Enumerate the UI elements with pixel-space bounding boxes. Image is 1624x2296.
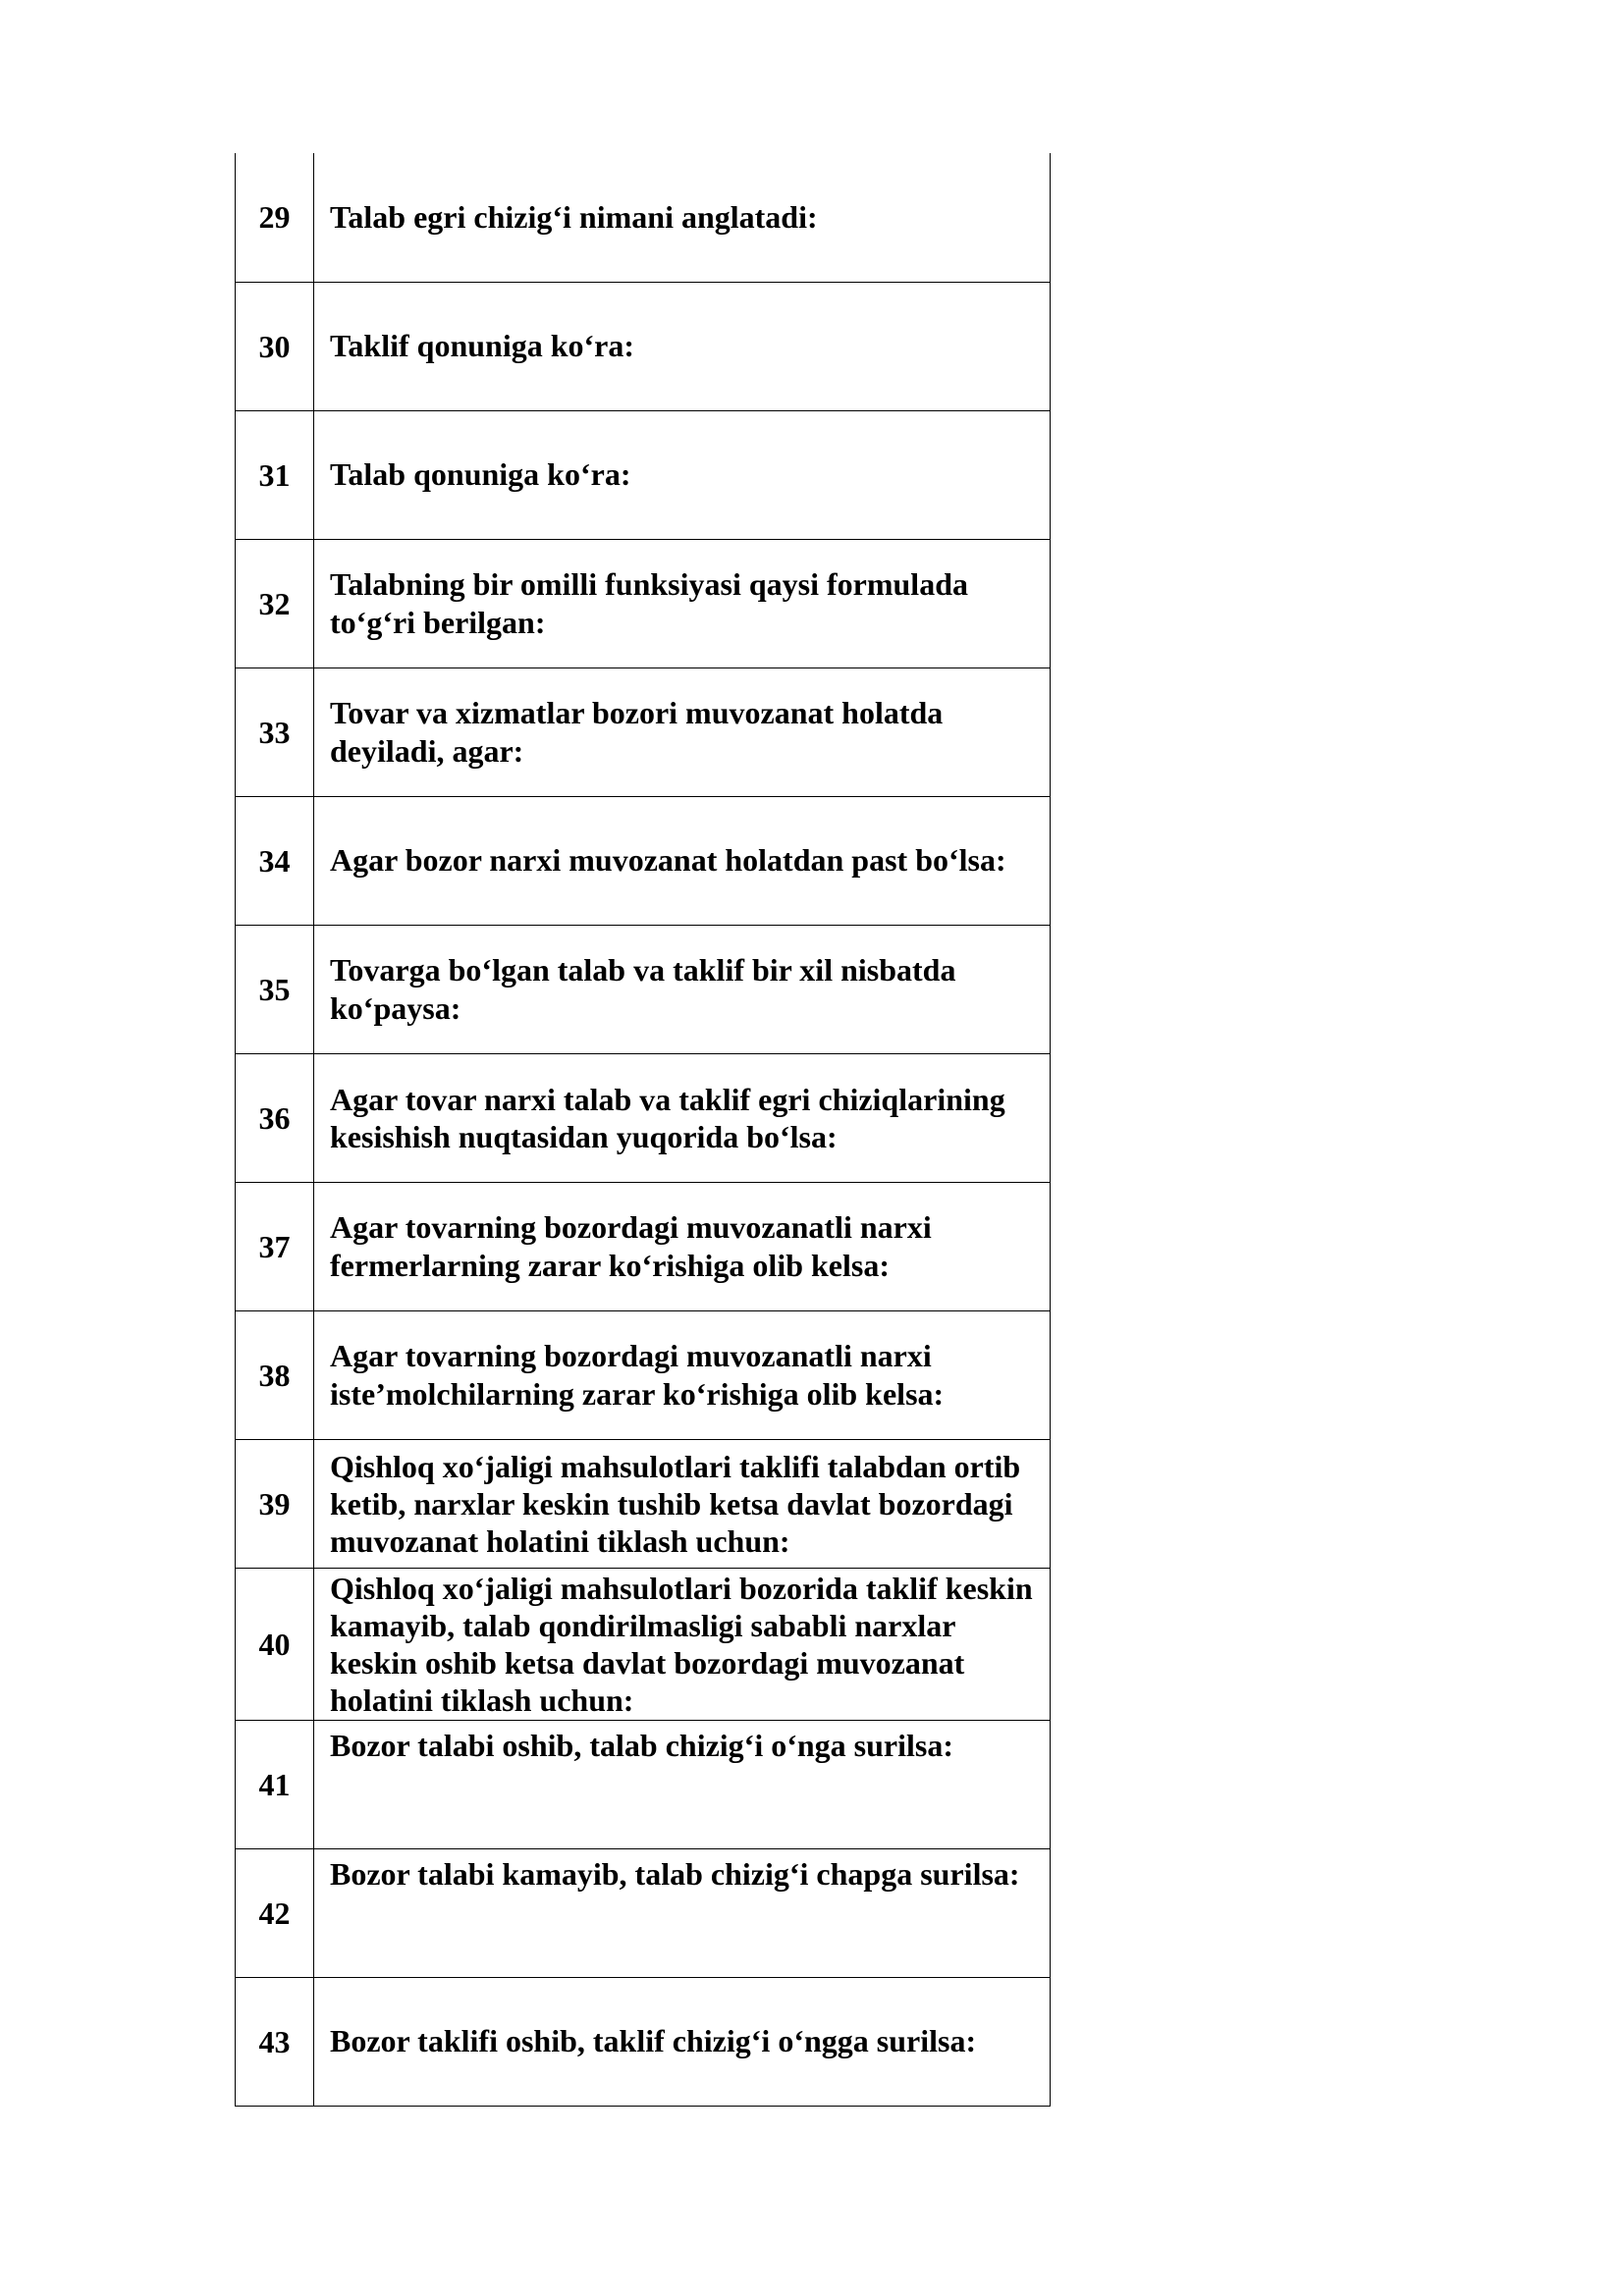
question-number: 37: [236, 1182, 314, 1310]
table-row: [236, 1182, 1051, 1310]
question-text: Tovar va xizmatlar bozori muvozanat holatda deyiladi, agar:: [314, 667, 1051, 796]
question-text: Tovarga bo‘lgan talab va taklif bir xil nisbatda ko‘paysa:: [314, 925, 1051, 1053]
question-text: Agar bozor narxi muvozanat holatdan past bo‘lsa:: [314, 796, 1051, 925]
table-row: [236, 1568, 1051, 1720]
question-text: Bozor talabi oshib, talab chizig‘i o‘nga surilsa:: [314, 1720, 1051, 1848]
question-text: Bozor talabi kamayib, talab chizig‘i chapga surilsa:: [314, 1848, 1051, 1977]
table-row: [236, 1310, 1051, 1439]
question-number: 38: [236, 1310, 314, 1439]
table-row: [236, 282, 1051, 410]
question-text: Agar tovarning bozordagi muvozanatli narxi fermerlarning zarar ko‘rishiga olib kelsa:: [314, 1182, 1051, 1310]
question-number: 32: [236, 539, 314, 667]
table-row: [236, 1848, 1051, 1977]
table-row: [236, 410, 1051, 539]
question-text: Taklif qonuniga ko‘ra:: [314, 282, 1051, 410]
question-number: 43: [236, 1977, 314, 2106]
question-number: 36: [236, 1053, 314, 1182]
question-number: 31: [236, 410, 314, 539]
question-number: 33: [236, 667, 314, 796]
question-text: Talabning bir omilli funksiyasi qaysi formulada to‘g‘ri berilgan:: [314, 539, 1051, 667]
table-row: [236, 796, 1051, 925]
question-text: Bozor taklifi oshib, taklif chizig‘i o‘ngga surilsa:: [314, 1977, 1051, 2106]
table-row: [236, 925, 1051, 1053]
question-number: 29: [236, 153, 314, 282]
question-text: Talab egri chizig‘i nimani anglatadi:: [314, 153, 1051, 282]
table-row: [236, 1977, 1051, 2106]
table-row: [236, 539, 1051, 667]
question-text: Qishloq xo‘jaligi mahsulotlari taklifi talabdan ortib ketib, narxlar keskin tushib ketsa davlat bozordagi muvozanat holatini tiklash uchun:: [314, 1439, 1051, 1568]
table-row: [236, 153, 1051, 282]
table-row: [236, 1720, 1051, 1848]
questions-table: [235, 153, 1051, 2107]
question-text: Talab qonuniga ko‘ra:: [314, 410, 1051, 539]
question-number: 42: [236, 1848, 314, 1977]
table-row: [236, 1053, 1051, 1182]
question-number: 40: [236, 1568, 314, 1720]
question-number: 35: [236, 925, 314, 1053]
question-number: 39: [236, 1439, 314, 1568]
question-number: 30: [236, 282, 314, 410]
question-text: Agar tovar narxi talab va taklif egri chiziqlarining kesishish nuqtasidan yuqorida bo‘lsa:: [314, 1053, 1051, 1182]
table-row: [236, 1439, 1051, 1568]
question-number: 34: [236, 796, 314, 925]
table-row: [236, 667, 1051, 796]
question-number: 41: [236, 1720, 314, 1848]
question-text: Qishloq xo‘jaligi mahsulotlari bozorida taklif keskin kamayib, talab qondirilmasligi sababli narxlar keskin oshib ketsa davlat bozordagi muvozanat holatini tiklash uchun:: [314, 1568, 1051, 1720]
question-text: Agar tovarning bozordagi muvozanatli narxi iste’molchilarning zarar ko‘rishiga olib kelsa:: [314, 1310, 1051, 1439]
